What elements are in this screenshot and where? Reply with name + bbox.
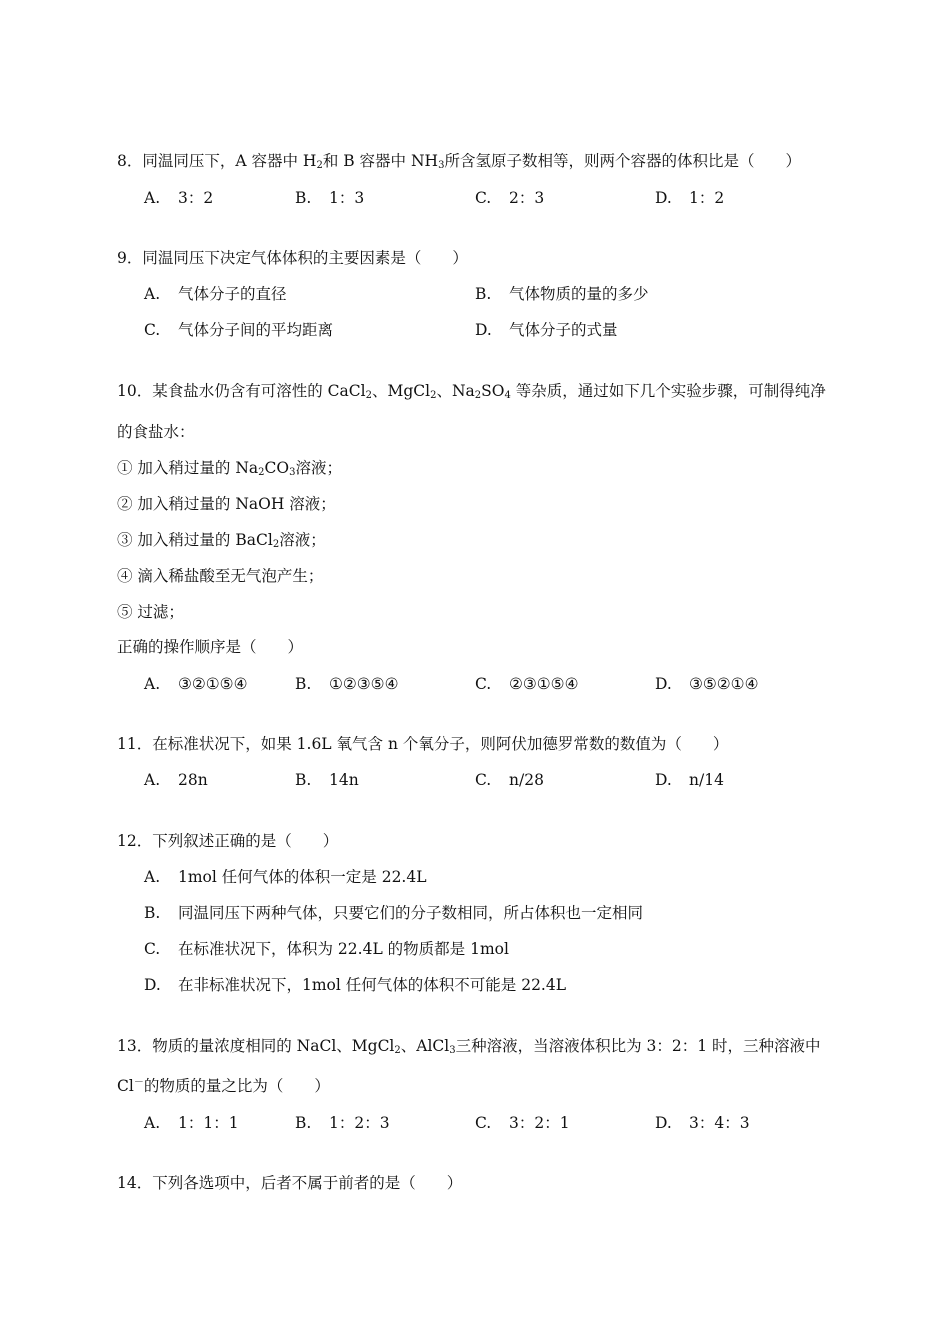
q11-option-a [144, 769, 208, 791]
option-letter: C. [475, 1114, 492, 1132]
option-letter: D. [655, 1114, 672, 1132]
q12-option-b [144, 902, 643, 924]
option-letter: A. [144, 675, 161, 693]
q10-subscript: 2 [474, 390, 482, 401]
question-10-stem-line2: 的食盐水： [117, 423, 195, 441]
option-letter: A. [144, 771, 161, 789]
step-text: ③ 加入稍过量的 BaCl [117, 531, 273, 549]
q9-option-a [144, 283, 287, 305]
question-11-stem: 11．在标准状况下，如果 1.6L 氧气含 n 个氧分子，则阿伏加德罗常数的数值为（ ） [117, 735, 729, 753]
question-13-stem [117, 1035, 821, 1057]
option-text: 1：1：1 [178, 1114, 239, 1132]
q8-option-c [475, 187, 544, 209]
step-subscript: 2 [258, 467, 265, 478]
option-text: 3：2 [178, 189, 214, 207]
option-letter: A. [144, 189, 161, 207]
question-8-stem [117, 150, 801, 172]
q8-option-a [144, 187, 213, 209]
q13-superscript: － [133, 1077, 144, 1088]
option-letter: C. [144, 940, 161, 958]
option-text: ③②①⑤④ [178, 675, 248, 693]
q10-stem-part: SO [481, 382, 505, 400]
option-text: 3：4：3 [689, 1114, 750, 1132]
q11-option-d [655, 769, 724, 791]
q13-subscript: 3 [449, 1045, 456, 1056]
option-text: n/14 [689, 771, 724, 789]
step-text: 溶液； [279, 531, 326, 549]
q12-option-d [144, 974, 566, 996]
q8-option-d [655, 187, 724, 209]
q10-step-1 [117, 457, 342, 479]
option-text: ③⑤②①④ [689, 675, 759, 693]
option-letter: B. [475, 285, 492, 303]
option-text: 14n [329, 771, 359, 789]
option-text: 同温同压下两种气体，只要它们的分子数相同，所占体积也一定相同 [178, 904, 644, 922]
q8-option-b [295, 187, 364, 209]
option-letter: B. [295, 675, 312, 693]
q10-stem-part: 、MgCl [371, 382, 431, 400]
option-letter: B. [295, 1114, 312, 1132]
option-letter: D. [475, 321, 492, 339]
option-text: 气体物质的量的多少 [509, 285, 649, 303]
q9-option-b [475, 283, 649, 305]
option-text: 在非标准状况下，1mol 任何气体的体积不可能是 22.4L [178, 976, 567, 994]
q10-subscript: 4 [504, 390, 511, 401]
question-12-stem: 12．下列叙述正确的是（ ） [117, 832, 339, 850]
option-letter: C. [475, 189, 492, 207]
option-letter: D. [655, 771, 672, 789]
option-letter: D. [655, 675, 672, 693]
q10-step-3 [117, 529, 326, 551]
step-subscript: 2 [272, 539, 280, 550]
q10-stem-part: 、Na [436, 382, 475, 400]
step-text: 溶液； [295, 459, 343, 477]
option-letter: B. [295, 771, 312, 789]
option-letter: C. [144, 321, 161, 339]
q8-stem-part: 和 B 容器中 NH [322, 152, 439, 170]
q10-step-4: ④ 滴入稀盐酸至无气泡产生； [117, 567, 324, 585]
q9-option-c [144, 319, 333, 341]
q9-option-d [475, 319, 618, 341]
option-text: 气体分子的直径 [178, 285, 287, 303]
q13-subscript: 2 [394, 1045, 401, 1056]
option-text: 1：3 [329, 189, 365, 207]
q8-stem-part: 所含氢原子数相等，则两个容器的体积比是（ ） [444, 152, 801, 170]
q13-stem-part: 三种溶液，当溶液体积比为 3：2：1 时，三种溶液中 [455, 1037, 821, 1055]
q10-step-2: ② 加入稍过量的 NaOH 溶液； [117, 495, 336, 513]
q10-subscript: 2 [365, 390, 372, 401]
option-text: ②③①⑤④ [509, 675, 579, 693]
q13-stem-part: 的物质的量之比为（ ） [143, 1077, 330, 1095]
option-text: 气体分子间的平均距离 [178, 321, 334, 339]
option-text: 2：3 [509, 189, 545, 207]
q8-stem-part: 8．同温同压下，A 容器中 H [117, 152, 317, 170]
q10-step-5: ⑤ 过滤； [117, 603, 184, 621]
q12-option-a [144, 866, 427, 888]
q12-option-c [144, 938, 509, 960]
q8-subscript: 2 [316, 160, 323, 171]
q13-stem-part: Cl [117, 1077, 134, 1095]
option-text: 在标准状况下，体积为 22.4L 的物质都是 1mol [178, 940, 509, 958]
option-text: 气体分子的式量 [509, 321, 618, 339]
option-text: n/28 [509, 771, 544, 789]
option-letter: D. [655, 189, 672, 207]
q10-subscript: 2 [430, 390, 437, 401]
q13-option-d [655, 1112, 750, 1134]
option-text: 1：2 [689, 189, 725, 207]
q11-option-b [295, 769, 359, 791]
q13-option-a [144, 1112, 239, 1134]
q10-option-d [655, 673, 758, 695]
question-10-stem [117, 380, 826, 402]
step-text: ① 加入稍过量的 Na [117, 459, 259, 477]
q10-option-b [295, 673, 398, 695]
option-letter: C. [475, 771, 492, 789]
question-14-stem: 14．下列各选项中，后者不属于前者的是（ ） [117, 1174, 463, 1192]
option-text: ①②③⑤④ [329, 675, 399, 693]
option-text: 1：2：3 [329, 1114, 390, 1132]
option-letter: B. [295, 189, 312, 207]
q10-option-a [144, 673, 247, 695]
q10-option-c [475, 673, 578, 695]
option-letter: C. [475, 675, 492, 693]
step-text: CO [264, 459, 290, 477]
option-letter: B. [144, 904, 161, 922]
q10-stem-part: 等杂质，通过如下几个实验步骤，可制得纯净 [510, 382, 826, 400]
option-letter: D. [144, 976, 161, 994]
q10-prompt: 正确的操作顺序是（ ） [117, 638, 304, 656]
option-letter: A. [144, 285, 161, 303]
q13-stem-part: 13．物质的量浓度相同的 NaCl、MgCl [117, 1037, 395, 1055]
option-text: 3：2：1 [509, 1114, 570, 1132]
q13-stem-part: 、AlCl [400, 1037, 450, 1055]
q13-option-b [295, 1112, 390, 1134]
option-text: 1mol 任何气体的体积一定是 22.4L [178, 868, 427, 886]
option-letter: A. [144, 868, 161, 886]
option-text: 28n [178, 771, 208, 789]
q8-subscript: 3 [438, 160, 445, 171]
q13-option-c [475, 1112, 570, 1134]
step-subscript: 3 [289, 467, 296, 478]
question-13-stem-line2 [117, 1075, 330, 1097]
q11-option-c [475, 769, 544, 791]
option-letter: A. [144, 1114, 161, 1132]
q10-stem-part: 10．某食盐水仍含有可溶性的 CaCl [117, 382, 366, 400]
question-9-stem: 9．同温同压下决定气体体积的主要因素是（ ） [117, 249, 468, 267]
